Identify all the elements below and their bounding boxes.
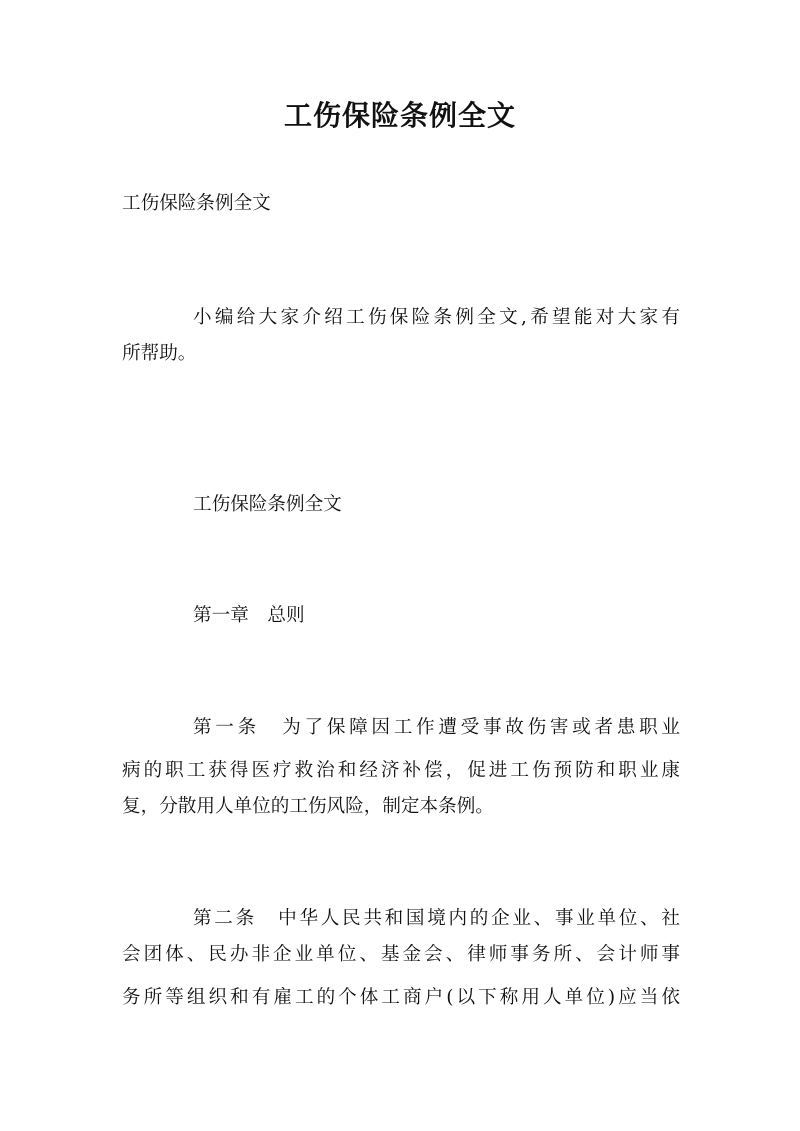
article-2-line-1: 第二条 中华人民共和国境内的企业、事业单位、社: [193, 908, 680, 929]
article-1-line-3: 复，分散用人单位的工伤风险，制定本条例。: [122, 796, 494, 817]
chapter-heading: 第一章 总则: [193, 605, 305, 626]
section-heading: 工伤保险条例全文: [193, 494, 342, 515]
document-title: 工伤保险条例全文: [283, 99, 516, 132]
intro-line-2: 所帮助。: [122, 343, 197, 364]
body-line-heading: 工伤保险条例全文: [122, 193, 271, 214]
article-1-line-1: 第一条 为了保障因工作遭受事故伤害或者患职业: [193, 717, 680, 738]
article-2-line-2: 会团体、民办非企业单位、基金会、律师事务所、会计师事: [122, 944, 680, 965]
intro-line-1: 小编给大家介绍工伤保险条例全文,希望能对大家有: [193, 307, 680, 328]
article-1-line-2: 病的职工获得医疗救治和经济补偿，促进工伤预防和职业康: [122, 760, 680, 781]
article-2-line-3: 务所等组织和有雇工的个体工商户(以下称用人单位)应当依: [122, 987, 680, 1008]
